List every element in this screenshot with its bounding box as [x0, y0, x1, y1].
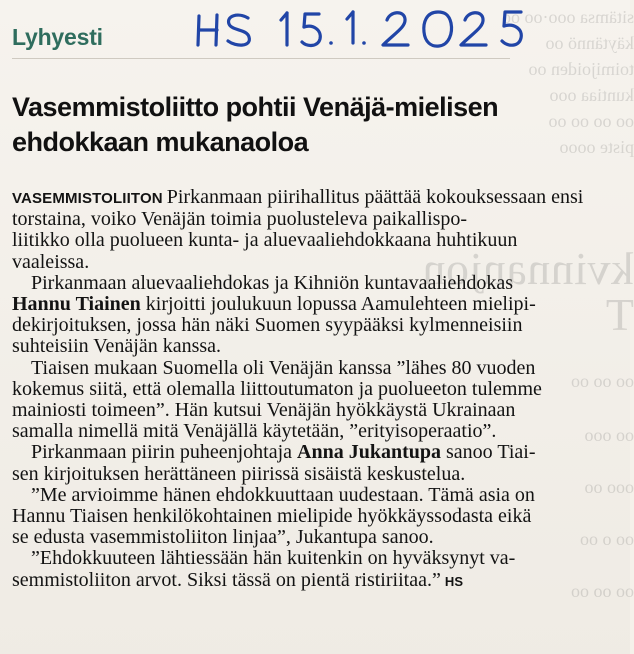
paragraph-3-line-2: kokemus siitä, että olemalla liittoutumaton ja puolueeton tulemme	[12, 377, 542, 400]
paragraph-6-line-2	[12, 570, 616, 592]
paragraph-4-line-1-b: sanoo Tiai-	[441, 441, 536, 464]
paragraph-2-line-3: dekirjoituksen, jossa hän näki Suomen syypääksi kylmenneisiin	[12, 314, 523, 337]
paragraph-2-line-2-rest: kirjoitti joulukuun lopussa Aamulehteen mielipi-	[140, 293, 536, 316]
paragraph-3-line-3: mainiosti toimeen”. Hän kutsui Venäjän hyökkäystä Ukrainaan	[12, 399, 516, 422]
paragraph-2	[12, 273, 616, 358]
paragraph-6-line-2-text: semmistoliiton arvot. Siksi tässä on pientä ristiriitaa.”	[12, 568, 441, 591]
headline-line-2: ehdokkaan mukanaoloa	[12, 127, 309, 157]
paragraph-4-line-1	[12, 442, 616, 463]
section-label: Lyhyesti	[12, 24, 103, 50]
paragraph-5-line-1: ”Me arvioimme hänen ehdokkuuttaan uudestaan. Tämä asia on	[31, 483, 535, 506]
headline	[12, 90, 510, 160]
paragraph-4	[12, 442, 616, 484]
handwritten-date-note	[191, 2, 526, 50]
paragraph-3-line-1: Tiaisen mukaan Suomella oli Venäjän kanssa ”lähes 80 vuoden	[31, 356, 536, 379]
person-name-anna-jukantupa: Anna Jukantupa	[297, 441, 442, 464]
headline-line-1: Vasemmistoliitto pohtii Venäjä-mielisen	[12, 92, 499, 122]
paragraph-1-line-3: vaaleissa.	[12, 250, 90, 273]
lead-word: VASEMMISTOLIITON	[12, 190, 163, 207]
signature: HS	[444, 573, 464, 589]
paragraph-1	[12, 187, 616, 273]
paragraph-2-line-4: suhteisiin Venäjän kanssa.	[12, 335, 222, 358]
paragraph-2-line-1: Pirkanmaan aluevaaliehdokas ja Kihniön kuntavaaliehdokas	[31, 271, 514, 294]
paragraph-1-line-1	[12, 187, 616, 230]
paragraph-5-line-2: Hannu Tiaisen henkilökohtainen mielipide hyökkäyssodasta eikä	[12, 505, 532, 528]
paragraph-1-text-1: Pirkanmaan piirihallitus päättää kokouksessaan ensi torstaina, voiko Venäjän toimia puolusteleva paikallispo-	[12, 186, 584, 231]
paragraph-2-line-2	[12, 294, 616, 315]
paragraph-6	[12, 548, 616, 591]
person-name-hannu-tiainen: Hannu Tiainen	[12, 293, 141, 316]
paragraph-3-line-4: samalla nimellä mitä Venäjällä käytetään, ”erityisoperaatio”.	[12, 420, 497, 443]
paragraph-4-line-1-a: Pirkanmaan piirin puheenjohtaja	[31, 441, 298, 464]
article-body	[12, 187, 616, 592]
paragraph-1-line-2: liitikko olla puolueen kunta- ja aluevaaliehdokkaana huhtikuun	[12, 229, 518, 252]
paragraph-5	[12, 485, 616, 549]
paragraph-4-line-2: sen kirjoituksen herättäneen piirissä sisäistä keskustelua.	[12, 462, 466, 485]
top-rule	[12, 58, 510, 59]
paragraph-3	[12, 358, 616, 443]
paragraph-5-line-3: se edusta vasemmistoliiton linjaa”, Jukantupa sanoo.	[12, 526, 434, 549]
show-through-background: sitämsa ooo·oo oo käytännö oo toimijoiden oo kuntiaa ooo oo oo oo oo piste oooo kvinnanjon T oo oo oo oo ooo ooo oo oo o oo oo oo oo	[422, 7, 634, 601]
paragraph-6-line-1: ”Ehdokkuuteen lähtiessään hän kuitenkin on hyväksynyt va-	[31, 547, 516, 570]
